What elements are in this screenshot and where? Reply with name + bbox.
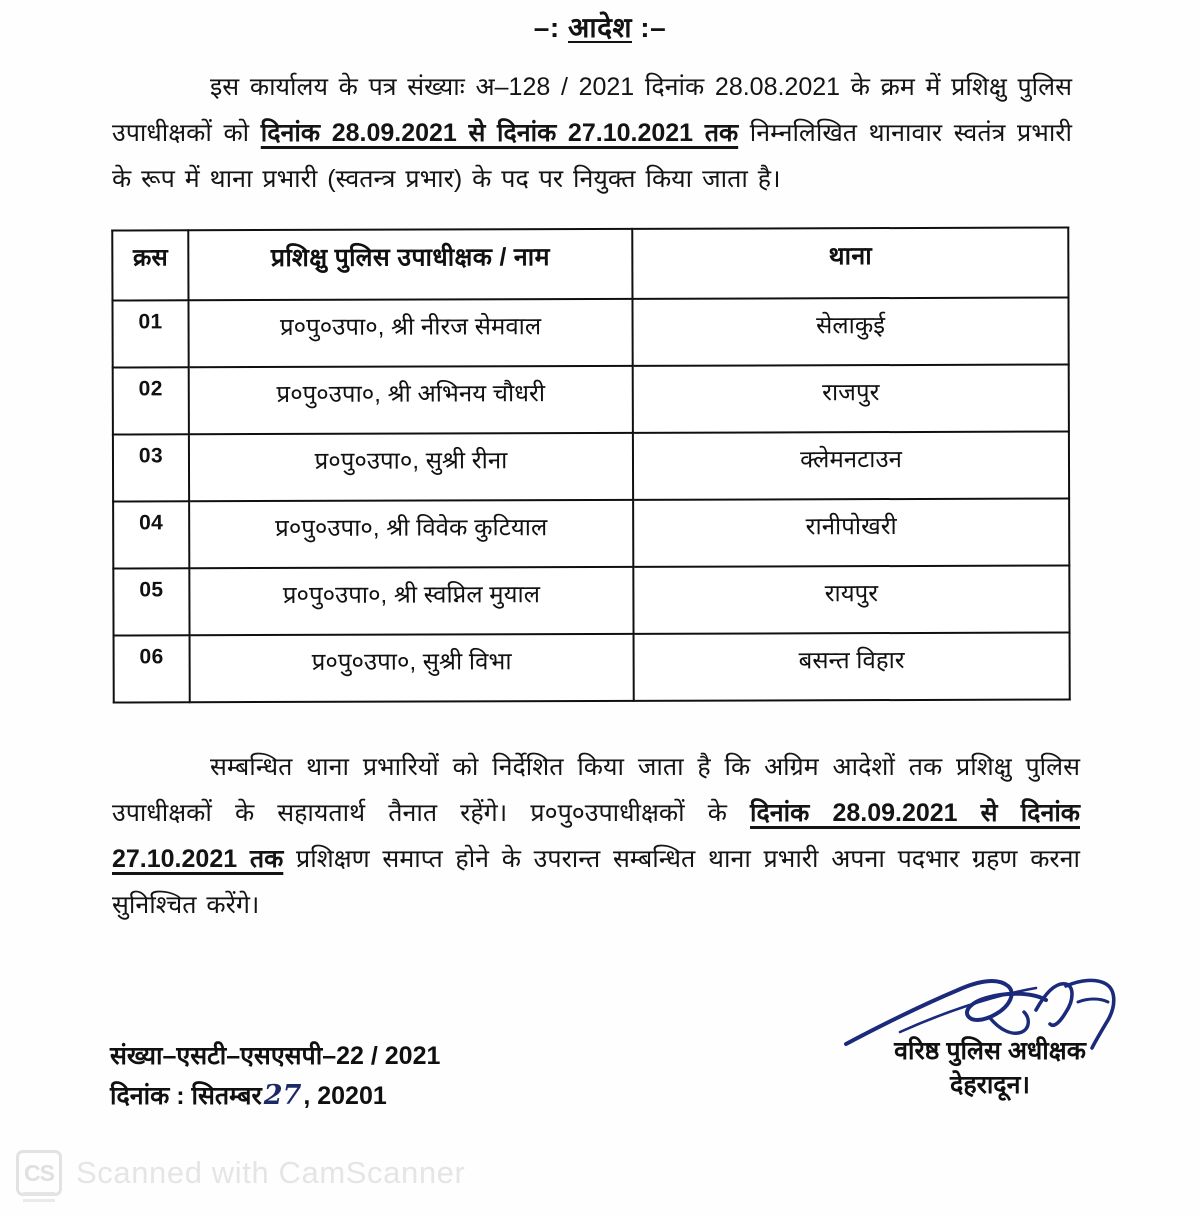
- column-header-sno: [112, 230, 188, 300]
- signature-block: [820, 966, 1160, 1102]
- signature-designation-block: [820, 1034, 1160, 1102]
- table-row: [113, 431, 1069, 501]
- cell-sno-value: 04: [139, 511, 164, 535]
- camscanner-watermark: [16, 1150, 465, 1196]
- cell-sno-value: 06: [139, 645, 164, 669]
- cell-sno: [113, 434, 189, 501]
- page-title: [0, 8, 1200, 46]
- cell-sno: [113, 568, 189, 635]
- cell-thana: [633, 364, 1069, 432]
- issue-date-label: दिनांक : सितम्बर: [110, 1082, 262, 1110]
- title-text: आदेश: [567, 12, 633, 43]
- cell-sno: [114, 635, 190, 702]
- column-header-name: [188, 229, 632, 300]
- camscanner-logo-icon: [16, 1150, 62, 1196]
- table-header: [112, 227, 1068, 300]
- cell-sno-value: 01: [138, 310, 163, 334]
- issue-date-handwritten-day: 27: [263, 1080, 302, 1111]
- signature-location: देहरादून।: [950, 1071, 1030, 1099]
- cell-name-value: प्र०पु०उपा०, सुश्री विभा: [311, 648, 512, 676]
- issue-date-year: , 20201: [303, 1082, 387, 1110]
- cell-thana: [633, 565, 1069, 633]
- cell-name-value: प्र०पु०उपा०, श्री नीरज सेमवाल: [279, 313, 542, 341]
- closing-segment-2: प्रशिक्षण समाप्त होने के उपरान्त सम्बन्धित थाना प्रभारी अपना पदभार ग्रहण करना सुनिश्चित करेंगे।: [112, 845, 1080, 919]
- cell-name-value: प्र०पु०उपा०, श्री अभिनय चौधरी: [276, 380, 546, 408]
- cell-thana-value: क्लेमनटाउन: [800, 446, 902, 474]
- cell-thana-value: बसन्त विहार: [798, 647, 905, 675]
- intro-underlined-dates: दिनांक 28.09.2021 से दिनांक 27.10.2021 तक: [260, 119, 739, 147]
- table-body: [112, 297, 1069, 702]
- table-row: [113, 565, 1069, 635]
- cell-thana-value: रायपुर: [824, 580, 879, 608]
- title-prefix: –:: [533, 12, 568, 43]
- table-row: [113, 364, 1069, 434]
- cell-sno: [113, 367, 189, 434]
- table-row: [112, 297, 1068, 367]
- cell-name: [189, 366, 633, 434]
- cell-name: [189, 433, 633, 501]
- camscanner-watermark-text: Scanned with CamScanner: [76, 1155, 466, 1190]
- cell-sno-value: 03: [138, 444, 164, 468]
- camscanner-badge-text: CS: [24, 1159, 54, 1186]
- closing-underlined-dates: दिनांक 28.09.2021 से दिनांक 27.10.2021 तक: [112, 799, 1080, 873]
- cell-sno: [113, 501, 189, 568]
- cell-name: [188, 299, 632, 367]
- cell-name: [189, 500, 633, 568]
- cell-sno: [112, 300, 188, 367]
- cell-thana: [633, 498, 1069, 566]
- cell-thana: [633, 431, 1069, 499]
- intro-segment-1: इस कार्यालय के पत्र संख्याः अ–128 / 2021 दिनांक 28.08.2021 के क्रम में प्रशिक्षु पुलिस उपाधीक्षकों को: [112, 73, 1072, 147]
- cell-thana: [634, 632, 1070, 700]
- cell-thana-value: रानीपोखरी: [805, 513, 897, 541]
- column-header-sno-label: क्रस: [132, 244, 168, 272]
- cell-sno-value: 05: [139, 578, 164, 602]
- cell-name-value: प्र०पु०उपा०, श्री विवेक कुटियाल: [275, 514, 548, 542]
- title-suffix: :–: [632, 12, 667, 43]
- cell-name-value: प्र०पु०उपा०, श्री स्वप्निल मुयाल: [282, 581, 541, 609]
- closing-segment-1: सम्बन्धित थाना प्रभारियों को निर्देशित किया जाता है कि अग्रिम आदेशों तक प्रशिक्षु पुलिस उपाधीक्षकों के सहायतार्थ तैनात रहेंगे। प्र०पु०उपाधीक्षकों के: [112, 753, 1080, 827]
- reference-number: संख्या–एसटी–एसएसपी–22 / 2021: [110, 1042, 441, 1070]
- issue-date-line: [110, 1076, 440, 1116]
- table-row: [113, 498, 1069, 568]
- intro-paragraph: [112, 64, 1072, 202]
- signature-designation: वरिष्ठ पुलिस अधीक्षक: [894, 1037, 1086, 1065]
- column-header-thana: [632, 227, 1068, 298]
- table-header-row: [112, 227, 1068, 300]
- cell-thana-value: सेलाकुई: [816, 312, 886, 340]
- column-header-thana-label: थाना: [828, 242, 873, 271]
- table-row: [114, 632, 1070, 702]
- footer-reference-block: [110, 1036, 440, 1116]
- cell-name-value: प्र०पु०उपा०, सुश्री रीना: [314, 447, 508, 475]
- intro-segment-2: निम्नलिखित थानावार स्वतंत्र प्रभारी के रूप में थाना प्रभारी (स्वतन्त्र प्रभार) के पद पर नियुक्त किया जाता है।: [112, 119, 1072, 193]
- cell-thana-value: राजपुर: [822, 379, 880, 407]
- cell-name: [190, 634, 634, 702]
- column-header-name-label: प्रशिक्षु पुलिस उपाधीक्षक / नाम: [270, 243, 550, 273]
- cell-thana: [632, 297, 1068, 365]
- closing-paragraph: [112, 744, 1080, 928]
- cell-sno-value: 02: [138, 377, 163, 401]
- assignment-table: [111, 226, 1070, 703]
- cell-name: [189, 567, 633, 635]
